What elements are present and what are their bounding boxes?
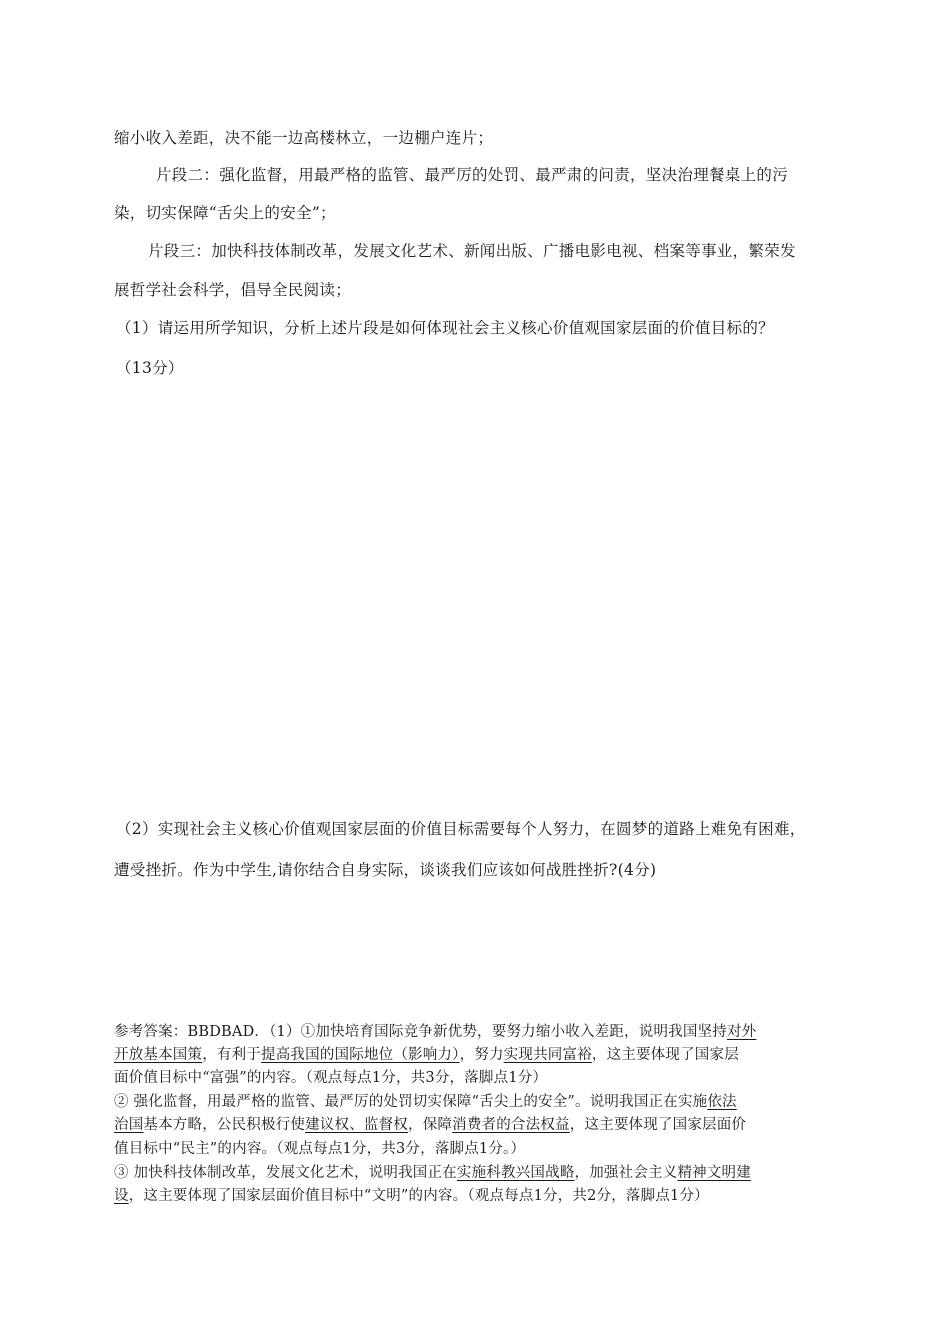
answer-text: ，这主要体现了国家层面价值目标中“文明”的内容。（观点每点1分，共2分，落脚点1分） bbox=[128, 1188, 709, 1204]
paragraph-one-ending: 缩小收入差距，决不能一边高楼林立，一边棚户连片； bbox=[114, 129, 494, 147]
answer-key-point: 依法 bbox=[707, 1094, 737, 1110]
answer-line-6: 值目标中“民主”的内容。（观点每点1分，共3分，落脚点1分。） bbox=[114, 1141, 526, 1157]
answer-text: 参考答案：BBDBAD．（1）①加快培育国际竞争新优势，要努力缩小收入差距，说明我国坚持 bbox=[114, 1024, 727, 1040]
question-two-line1: （2）实现社会主义核心价值观国家层面的价值目标需要每个人努力，在圆梦的道路上难免有困难， bbox=[116, 820, 806, 838]
answer-text: ，保障 bbox=[408, 1117, 453, 1133]
answer-key-point: 实现共同富裕 bbox=[503, 1047, 592, 1063]
answer-key-point: 精神文明建 bbox=[677, 1165, 751, 1181]
paragraph-two-line1: 片段二：强化监督，用最严格的监管、最严厉的处罚、最严肃的问责，坚决治理餐桌上的污 bbox=[156, 166, 789, 184]
answer-key-point: 建议权、监督权 bbox=[305, 1117, 409, 1133]
paragraph-two-line2: 染，切实保障“舌尖上的安全”； bbox=[114, 204, 336, 222]
answer-line-1 bbox=[114, 1022, 844, 1042]
answer-line-7 bbox=[114, 1163, 844, 1183]
answer-text: ，努力 bbox=[459, 1047, 504, 1063]
answer-key-point: 设 bbox=[114, 1188, 129, 1204]
answer-text: ，这主要体现了国家层面价 bbox=[569, 1117, 747, 1133]
answer-line-4 bbox=[114, 1092, 844, 1112]
paragraph-three-line2: 展哲学社会科学，倡导全民阅读； bbox=[114, 281, 352, 299]
answer-key-point: 治国 bbox=[114, 1117, 144, 1133]
answer-key-point: 对外 bbox=[726, 1024, 757, 1040]
answer-key-point: 消费者的合法权益 bbox=[452, 1117, 570, 1133]
answer-key-point: 提高我国的国际地位（影响力） bbox=[261, 1047, 460, 1063]
question-two-line2: 遭受挫折。作为中学生,请你结合自身实际，谈谈我们应该如何战胜挫折?(4分) bbox=[114, 861, 657, 879]
answer-line-3: 面价值目标中“富强”的内容。（观点每点1分，共3分，落脚点1分） bbox=[114, 1070, 548, 1086]
answer-line-5 bbox=[114, 1115, 844, 1135]
answer-text: ，有利于 bbox=[202, 1047, 262, 1063]
paragraph-three-line1: 片段三：加快科技体制改革，发展文化艺术、新闻出版、广播电影电视、档案等事业，繁荣发 bbox=[148, 242, 796, 260]
answer-key-point: 实施科教兴国战略 bbox=[456, 1165, 575, 1181]
answer-text: ② 强化监督，用最严格的监管、最严厉的处罚切实保障“舌尖上的安全”。说明我国正在实施 bbox=[114, 1094, 708, 1110]
question-one-line1: （1）请运用所学知识，分析上述片段是如何体现社会主义核心价值观国家层面的价值目标的？ bbox=[116, 319, 774, 337]
answer-line-8 bbox=[114, 1186, 844, 1206]
answer-text: ③ 加快科技体制改革，发展文化艺术，说明我国正在 bbox=[114, 1165, 457, 1181]
answer-text: ，这主要体现了国家层 bbox=[591, 1047, 739, 1063]
answer-text: ，加强社会主义 bbox=[574, 1165, 678, 1181]
answer-key-point: 开放基本国策 bbox=[114, 1047, 203, 1063]
question-one-line2: （13分） bbox=[116, 359, 184, 377]
answer-text: 基本方略，公民积极行使 bbox=[143, 1117, 306, 1133]
answer-line-2 bbox=[114, 1045, 844, 1065]
